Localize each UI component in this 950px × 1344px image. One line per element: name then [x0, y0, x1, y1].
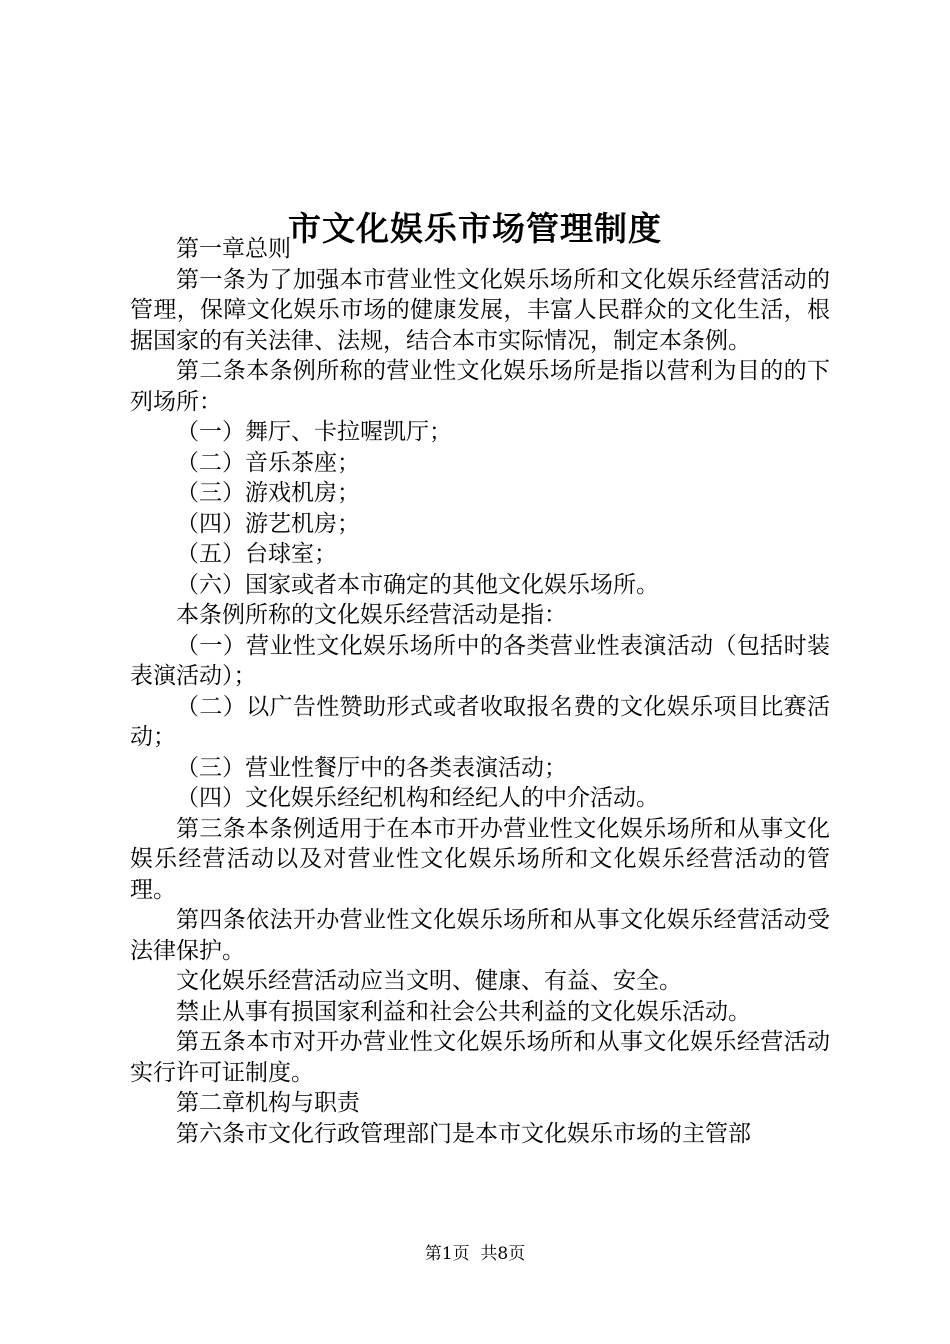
article-paragraph: 本条例所称的文化娱乐经营活动是指： — [176, 602, 567, 628]
list-item: （一）营业性文化娱乐场所中的各类营业性表演活动（包括时装表演活动）； — [130, 632, 830, 689]
article-paragraph: 第三条本条例适用于在本市开办营业性文化娱乐场所和从事文化娱乐经营活动以及对营业性文化娱乐场所和文化娱乐经营活动的管理。 — [130, 815, 830, 903]
page-footer — [0, 1242, 950, 1266]
article-paragraph: 第四条依法开办营业性文化娱乐场所和从事文化娱乐经营活动受法律保护。 — [130, 907, 830, 964]
document-title: 市文化娱乐市场管理制度 — [288, 209, 662, 249]
page-number: 第1页 — [424, 1244, 470, 1264]
list-item: （二）音乐茶座； — [176, 449, 360, 476]
list-item: （三）营业性餐厅中的各类表演活动； — [176, 754, 567, 781]
article-paragraph: 第五条本市对开办营业性文化娱乐场所和从事文化娱乐经营活动实行许可证制度。 — [130, 1029, 830, 1086]
list-item: （三）游戏机房； — [176, 480, 360, 506]
chapter-heading: 第二章机构与职责 — [176, 1090, 360, 1116]
article-paragraph: 第二条本条例所称的营业性文化娱乐场所是指以营利为目的的下列场所： — [130, 358, 830, 415]
article-paragraph: 第一条为了加强本市营业性文化娱乐场所和文化娱乐经营活动的管理，保障文化娱乐市场的健康发展，丰富人民群众的文化生活，根据国家的有关法律、法规，结合本市实际情况，制定本条例。 — [130, 266, 830, 354]
chapter-heading: 第一章总则 — [176, 236, 291, 262]
article-paragraph: 禁止从事有损国家利益和社会公共利益的文化娱乐活动。 — [176, 998, 751, 1025]
list-item: （二）以广告性赞助形式或者收取报名费的文化娱乐项目比赛活动； — [130, 693, 830, 750]
list-item: （六）国家或者本市确定的其他文化娱乐场所。 — [176, 571, 659, 598]
list-item: （四）文化娱乐经纪机构和经纪人的中介活动。 — [176, 785, 659, 811]
page-total: 共8页 — [480, 1244, 526, 1264]
list-item: （一）舞厅、卡拉喔凯厅； — [176, 419, 452, 445]
document-body — [130, 234, 830, 1149]
list-item: （四）游艺机房； — [176, 510, 360, 537]
article-paragraph: 第六条市文化行政管理部门是本市文化娱乐市场的主管部 — [176, 1120, 751, 1147]
list-item: （五）台球室； — [176, 541, 337, 567]
article-paragraph: 文化娱乐经营活动应当文明、健康、有益、安全。 — [176, 968, 682, 994]
